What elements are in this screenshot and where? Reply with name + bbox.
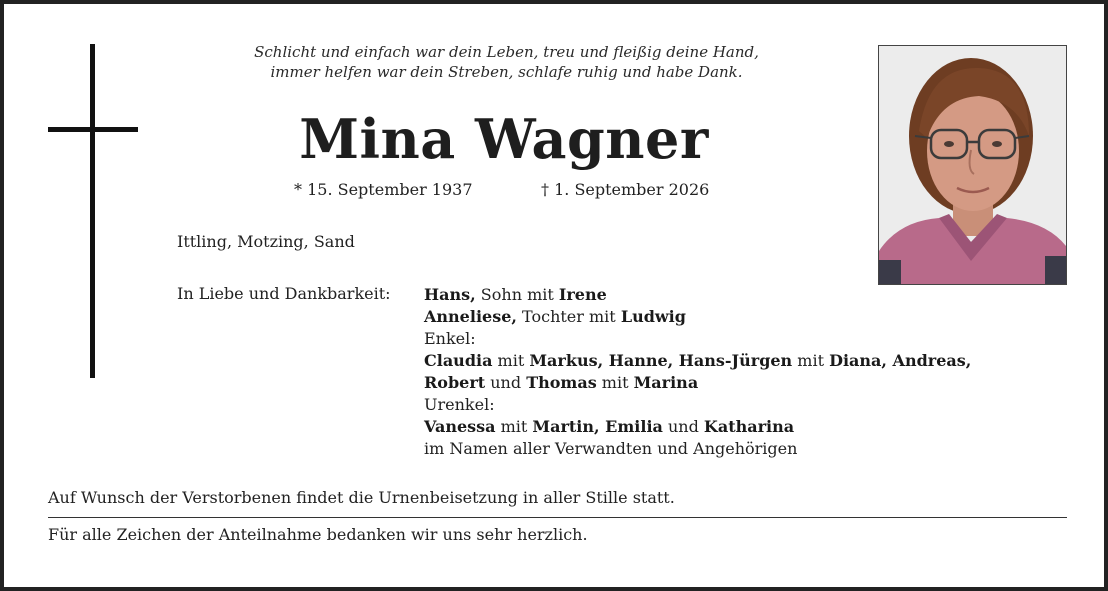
mourner-name: Ludwig xyxy=(620,307,686,326)
mourners-list xyxy=(424,284,1024,460)
mourner-text: und xyxy=(485,373,527,392)
mourner-name: Marina xyxy=(633,373,699,392)
mourner-text: Enkel: xyxy=(424,329,476,348)
memorial-verse xyxy=(194,42,819,82)
burial-note: Auf Wunsch der Verstorbenen findet die Urnenbeisetzung in aller Stille statt. xyxy=(48,488,675,507)
birth-date: * 15. September 1937 xyxy=(294,180,473,199)
mourner-line xyxy=(424,394,1024,416)
mourner-name: Hans, xyxy=(424,285,476,304)
portrait-photo xyxy=(878,45,1067,285)
mourner-name: Katharina xyxy=(703,417,795,436)
mourner-line xyxy=(424,416,1024,438)
mourner-name: Markus, Hanne, Hans-Jürgen xyxy=(529,351,793,370)
mourner-name: Anneliese, xyxy=(424,307,517,326)
thanks-note: Für alle Zeichen der Anteilnahme bedanken wir uns sehr herzlich. xyxy=(48,525,588,544)
mourner-line xyxy=(424,306,1024,328)
mourner-name: Robert xyxy=(424,373,486,392)
mourner-name: Claudia xyxy=(424,351,493,370)
divider-line xyxy=(48,517,1067,518)
cross-horizontal-bar xyxy=(48,127,138,132)
mourner-text: mit xyxy=(495,417,533,436)
mourner-name: Thomas xyxy=(526,373,597,392)
cross-vertical-bar xyxy=(90,44,95,378)
mourner-name: Vanessa xyxy=(424,417,496,436)
deceased-name: Mina Wagner xyxy=(299,107,709,171)
death-date: † 1. September 2026 xyxy=(541,180,710,199)
mourner-line xyxy=(424,372,1024,394)
mourner-name: Irene xyxy=(558,285,607,304)
mourner-line xyxy=(424,328,1024,350)
mourner-text: und xyxy=(662,417,704,436)
mourner-text: Tochter mit xyxy=(516,307,621,326)
locations: Ittling, Motzing, Sand xyxy=(177,232,355,251)
mourner-text: Urenkel: xyxy=(424,395,495,414)
mourner-text: im Namen aller Verwandten und Angehörigen xyxy=(424,439,798,458)
portrait-illustration xyxy=(879,46,1066,284)
verse-line: Schlicht und einfach war dein Leben, treu und fleißig deine Hand, xyxy=(254,43,759,61)
mourner-text: mit xyxy=(792,351,830,370)
mourner-name: Diana, Andreas, xyxy=(829,351,972,370)
mourner-text: mit xyxy=(596,373,634,392)
mourner-text: mit xyxy=(492,351,530,370)
mourner-line xyxy=(424,350,1024,372)
mourner-line xyxy=(424,284,1024,306)
mourners-label: In Liebe und Dankbarkeit: xyxy=(177,284,391,303)
mourner-line xyxy=(424,438,1024,460)
mourner-text: Sohn mit xyxy=(475,285,559,304)
mourner-name: Martin, Emilia xyxy=(532,417,663,436)
verse-line: immer helfen war dein Streben, schlafe ruhig und habe Dank. xyxy=(270,63,743,81)
